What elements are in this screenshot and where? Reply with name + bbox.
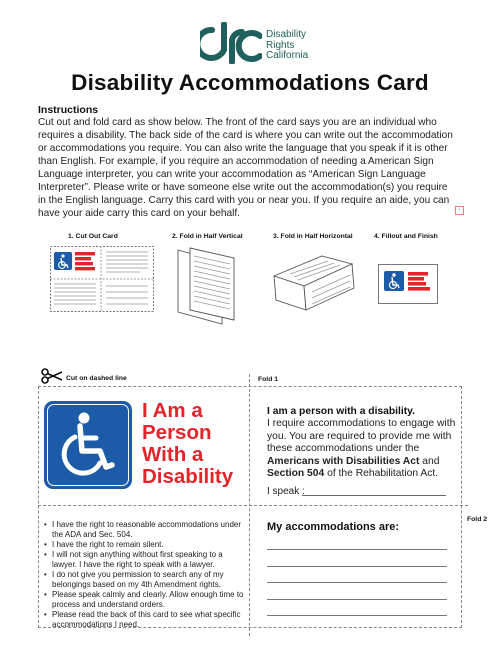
list-item: • Please read the back of this card to see what specific accommodations I need. xyxy=(44,610,244,630)
step-2-figure xyxy=(160,246,248,328)
rights-list xyxy=(44,520,244,630)
body-text: of the Rehabilitation Act. xyxy=(324,468,439,479)
list-item: • Please speak calmly and clearly. Allow enough time to process and understand orders. xyxy=(44,590,244,610)
card-title-line: Disability xyxy=(142,465,234,488)
list-item: • I do not give you permission to search any of my belongings based on my 4th Amendment rights. xyxy=(44,570,244,590)
speak-label: I speak : xyxy=(267,486,305,497)
page-title: Disability Accommodations Card xyxy=(71,70,429,95)
accommodation-line[interactable] xyxy=(267,549,447,550)
body-text: and xyxy=(419,455,440,467)
accommodation-line[interactable] xyxy=(267,599,447,600)
logo-line: California xyxy=(266,50,309,61)
step-3-label: 3. Fold in Half Horizontal xyxy=(273,233,353,240)
scissors-icon xyxy=(40,368,64,384)
fold-1-label: Fold 1 xyxy=(258,376,279,383)
card-back-body xyxy=(267,418,457,481)
speak-input-line[interactable] xyxy=(302,495,446,496)
logo-line: Rights xyxy=(266,39,295,51)
card-back-heading: I am a person with a disability. xyxy=(267,406,416,417)
logo-wordmark xyxy=(266,30,308,62)
cut-instruction-label: Cut on dashed line xyxy=(66,375,127,382)
accommodation-line[interactable] xyxy=(267,582,447,583)
drc-logo xyxy=(200,22,262,64)
logo-line: Disability xyxy=(266,29,307,40)
comment-marker-icon[interactable]: + xyxy=(455,206,464,215)
accommodations-heading: My accommodations are: xyxy=(267,521,400,533)
card-title-line: I Am a xyxy=(142,399,203,422)
card-front-title xyxy=(142,400,247,488)
step-3-figure xyxy=(262,246,362,318)
section-504-text: Section 504 xyxy=(267,468,325,479)
list-item: • I have the right to reasonable accommodations under the ADA and Sec. 504. xyxy=(44,520,244,540)
ada-text: Americans with Disabilities Act xyxy=(267,455,420,467)
accessibility-symbol xyxy=(44,401,132,489)
fold-2-label: Fold 2 xyxy=(467,516,488,523)
step-2-label: 2. Fold in Half Vertical xyxy=(172,233,243,240)
body-text: I require accommodations to engage with you. You are required to provide me with these accommodations under the xyxy=(267,418,456,454)
accommodation-line[interactable] xyxy=(267,615,447,616)
instructions-heading: Instructions xyxy=(38,104,99,116)
list-item: • I have the right to remain silent. xyxy=(44,540,244,550)
step-1-label: 1. Cut Out Card xyxy=(68,233,118,240)
card-title-line: Person xyxy=(142,421,212,444)
step-4-label: 4. Fillout and Finish xyxy=(374,233,438,240)
step-4-figure xyxy=(378,264,438,304)
wheelchair-icon xyxy=(44,401,132,489)
list-item: • I will not sign anything without first speaking to a lawyer. I have the right to speak with a lawyer. xyxy=(44,550,244,570)
card-title-line: With a xyxy=(142,443,204,466)
step-1-figure xyxy=(50,246,154,312)
fold-line-horizontal xyxy=(38,505,468,506)
instructions-body: Cut out and fold card as show below. The front of the card says you are an individual who requires a disability. The back side of the card is where you can write out the accommodation or accommodations you require. You can also write the language that you speak if it is other than English. For example, if you require an accommodation of needing a American Sign Language interpreter, you can write your accommodation as “American Sign Language Interpreter”. Please write or have someone else write out the accommodation(s) you require in the English language. Carry this card with you or near you. If you require an aide, you can have your aide carry this card on your behalf. xyxy=(38,117,453,219)
accommodation-line[interactable] xyxy=(267,566,447,567)
